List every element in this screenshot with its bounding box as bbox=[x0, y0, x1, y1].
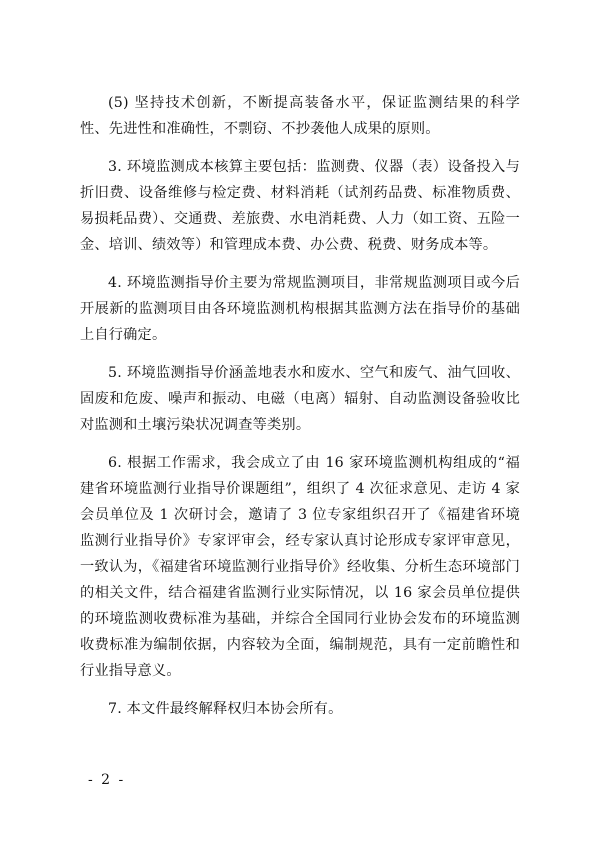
paragraph-routine-items: 4. 环境监测指导价主要为常规监测项目，非常规监测项目或今后开展新的监测项目由各环境监测机构根据其监测方法在指导价的基础上自行确定。 bbox=[80, 275, 520, 343]
paragraph-work-process: 6. 根据工作需求，我会成立了由 16 家环境监测机构组成的“福建省环境监测行业指导价课题组”，组织了 4 次征求意见、走访 4 家会员单位及 1 次研讨会，邀请了 3 位专家组织召开了《福建省环境监测行业指导价》专家评审会，经专家认真讨论形成专家评审意见，一致认为，《福建省环境监测行业指导价》经收集、分析生态环境部门的相关文件，结合福建省监测行业实际情况，以 16 家会员单位提供的环境监测收费标准为基础，并综合全国同行业协会发布的环境监测收费标准为编制依据，内容较为全面，编制规范，具有一定前瞻性和行业指导意义。 bbox=[80, 455, 520, 679]
page-number: - 2 - bbox=[88, 772, 126, 788]
paragraph-principle-5: (5) 坚持技术创新，不断提高装备水平，保证监测结果的科学性、先进性和准确性，不剽窃、不抄袭他人成果的原则。 bbox=[80, 95, 520, 137]
paragraph-cost-accounting: 3. 环境监测成本核算主要包括：监测费、仪器（表）设备投入与折旧费、设备维修与检定费、材料消耗（试剂药品费、标准物质费、易损耗品费）、交通费、差旅费、水电消耗费、人力（如工资、五险一金、培训、绩效等）和管理成本费、办公费、税费、财务成本等。 bbox=[80, 159, 520, 253]
paragraph-interpretation: 7. 本文件最终解释权归本协会所有。 bbox=[108, 701, 343, 717]
paragraph-coverage-categories: 5. 环境监测指导价涵盖地表水和废水、空气和废气、油气回收、固废和危废、噪声和振动、电磁（电离）辐射、自动监测设备验收比对监测和土壤污染状况调查等类别。 bbox=[80, 365, 520, 433]
document-body bbox=[80, 90, 520, 734]
